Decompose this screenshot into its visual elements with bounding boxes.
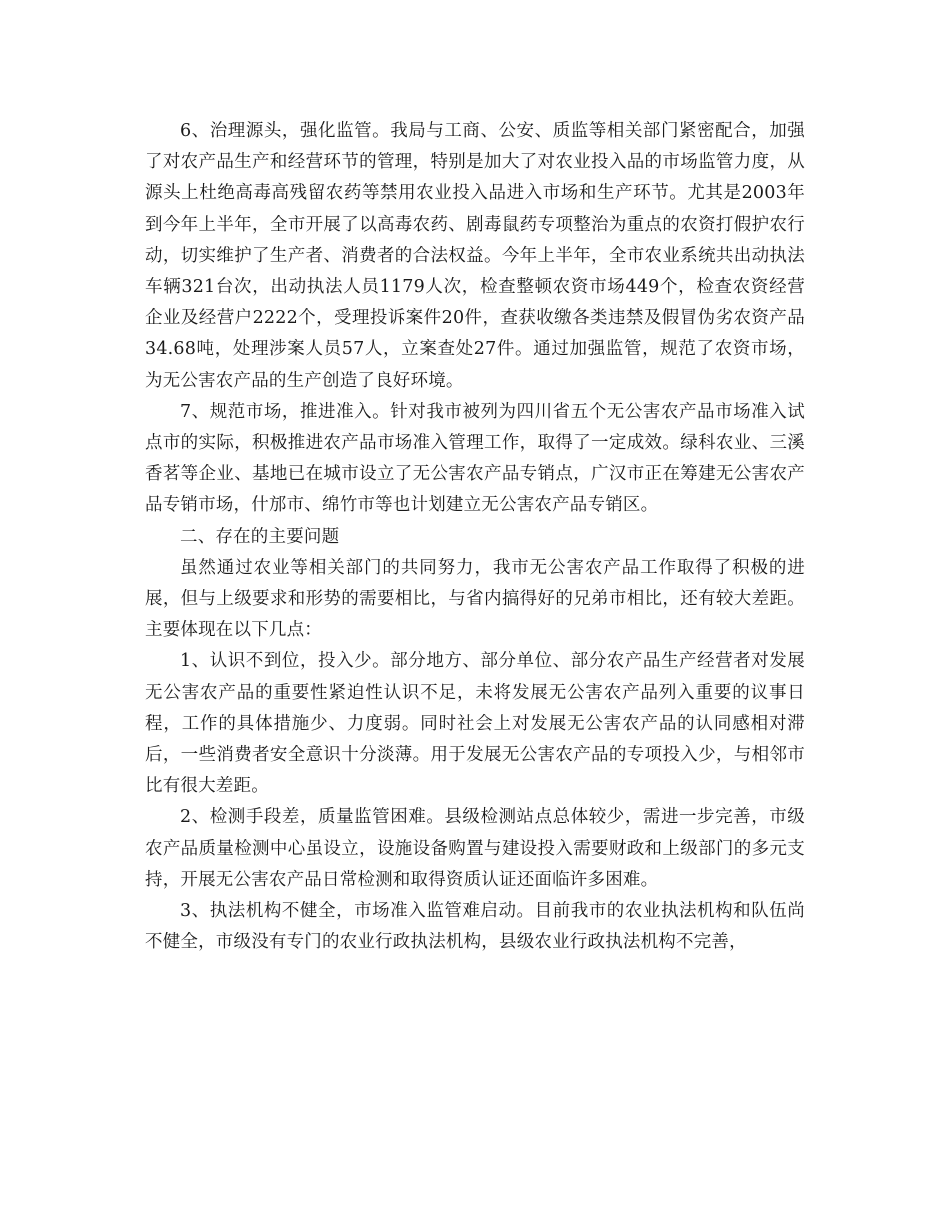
paragraph-regulation: 6、治理源头，强化监管。我局与工商、公安、质监等相关部门紧密配合，加强了对农产品生产和经营环节的管理，特别是加大了对农业投入品的市场监管力度，从源头上杜绝高毒高残留农药等禁用农业投入品进入市场和生产环节。尤其是2003年到今年上半年，全市开展了以高毒农药、剧毒鼠药专项整治为重点的农资打假护农行动，切实维护了生产者、消费者的合法权益。今年上半年，全市农业系统共出动执法车辆321台次，出动执法人员1179人次，检查整顿农资市场449个，检查农资经营企业及经营户2222个，受理投诉案件20件，查获收缴各类违禁及假冒伪劣农资产品34.68吨，处理涉案人员57人，立案查处27件。通过加强监管，规范了农资市场，为无公害农产品的生产创造了良好环境。 — [145, 121, 805, 391]
document-body — [145, 116, 805, 958]
paragraph-market-access: 7、规范市场，推进准入。针对我市被列为四川省五个无公害农产品市场准入试点市的实际，积极推进农产品市场准入管理工作，取得了一定成效。绿科农业、三溪香茗等企业、基地已在城市设立了无公害农产品专销点，广汉市正在筹建无公害农产品专销市场，什邡市、绵竹市等也计划建立无公害农产品专销区。 — [145, 401, 805, 516]
paragraph-problem-awareness: 1、认识不到位，投入少。部分地方、部分单位、部分农产品生产经营者对发展无公害农产品的重要性紧迫性认识不足，未将发展无公害农产品列入重要的议事日程，工作的具体措施少、力度弱。同时社会上对发展无公害农产品的认同感相对滞后，一些消费者安全意识十分淡薄。用于发展无公害农产品的专项投入少，与相邻市比有很大差距。 — [145, 651, 805, 797]
paragraph-problems-intro: 虽然通过农业等相关部门的共同努力，我市无公害农产品工作取得了积极的进展，但与上级要求和形势的需要相比，与省内搞得好的兄弟市相比，还有较大差距。主要体现在以下几点： — [145, 557, 805, 641]
paragraph-problem-enforcement: 3、执法机构不健全，市场准入监管难启动。目前我市的农业执法机构和队伍尚不健全，市级没有专门的农业行政执法机构，县级农业行政执法机构不完善， — [145, 901, 805, 953]
section-heading-problems: 二、存在的主要问题 — [180, 526, 340, 547]
paragraph-problem-testing: 2、检测手段差，质量监管困难。县级检测站点总体较少，需进一步完善，市级农产品质量检测中心虽设立，设施设备购置与建设投入需要财政和上级部门的多元支持，开展无公害农产品日常检测和取得资质认证还面临许多困难。 — [145, 807, 805, 890]
